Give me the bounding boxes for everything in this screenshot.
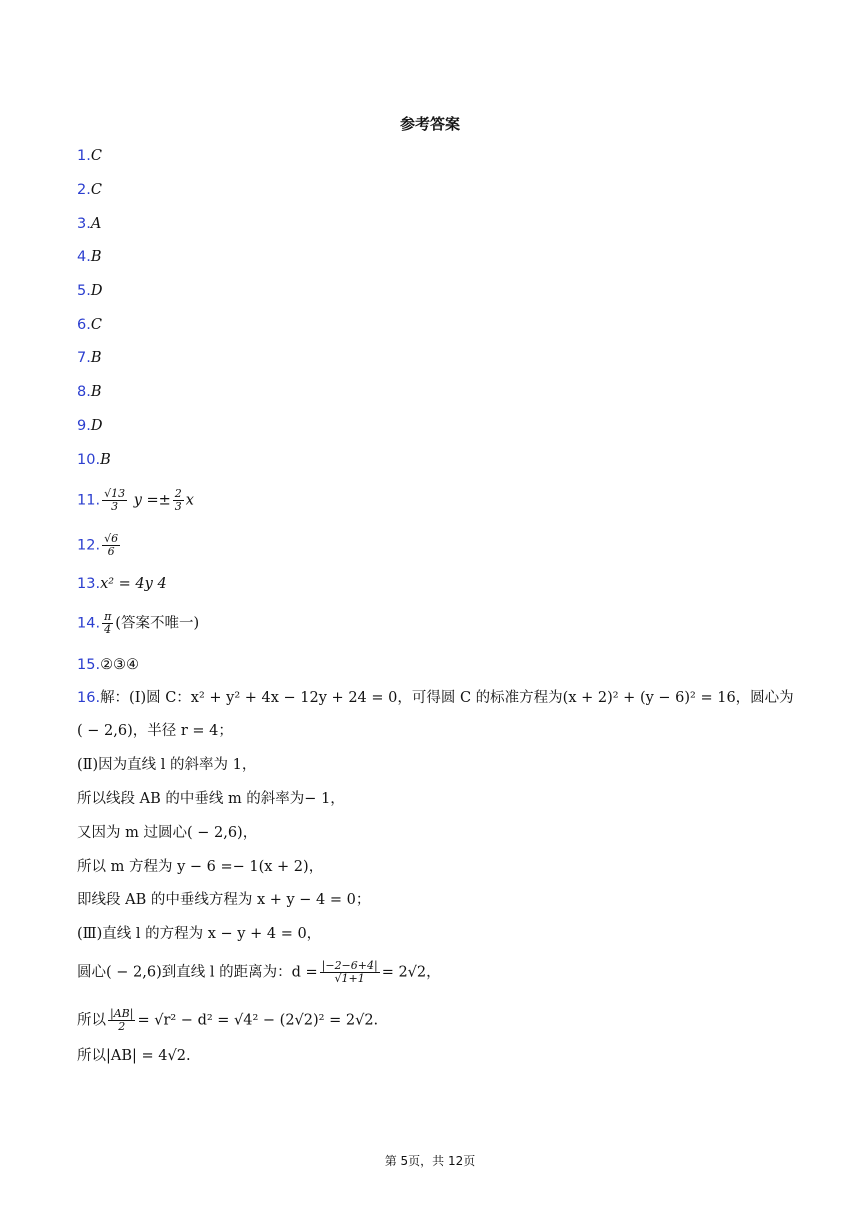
answer-row [77,450,111,470]
question-number: 6. [77,317,91,333]
fraction: $\frac{|-2-6+4|}{√1+1}$ [321,959,378,985]
answer-value: B [90,249,102,265]
solution-line: 所以 m 方程为 y − 6 =− 1(x + 2)， [77,859,324,875]
answer-row-11 [77,488,194,513]
distance-line [77,960,441,985]
question-number: 16. [77,690,101,706]
solution-text: 圆心( − 2,6)到直线 l 的距离为：d = [77,964,318,981]
answer-row-14 [77,611,199,636]
solution-line: 又因为 m 过圆心( − 2,6)， [77,825,258,841]
solution-line [77,688,794,708]
page-title: 参考答案 [399,115,460,133]
fraction: $\frac{|AB|}{2}$ [110,1007,134,1033]
question-number: 2. [77,182,91,198]
question-number: 8. [77,384,91,400]
answer-row-13 [77,574,167,594]
question-number: 7. [77,350,91,366]
solution-line: (Ⅲ)直线 l 的方程为 x − y + 4 = 0， [77,926,322,942]
answer-text: (答案不唯一) [115,615,200,632]
answer-row [77,146,102,166]
answer-value: B [100,452,111,468]
answer-value: C [90,148,102,164]
answer-row-12 [77,533,122,558]
answer-value: D [90,418,103,434]
answer-row [77,416,102,436]
solution-text: = √r² − d² = √4² − (2√2)² = 2√2. [137,1012,379,1029]
fraction: $\frac{√13}{3}$ [104,487,126,513]
question-number: 4. [77,249,91,265]
solution-line: 所以线段 AB 的中垂线 m 的斜率为− 1， [77,791,345,807]
answer-row [77,348,102,368]
solution-line: ( − 2,6)，半径 r = 4； [77,723,233,739]
question-number: 12. [77,537,101,554]
question-number: 5. [77,283,91,299]
solution-line: (Ⅱ)因为直线 l 的斜率为 1， [77,757,257,773]
solution-line: 即线段 AB 的中垂线方程为 x + y − 4 = 0； [77,892,371,908]
question-number: 9. [77,418,91,434]
question-number: 15. [77,657,101,673]
solution-text: 所以 [77,1012,106,1029]
answer-value: C [90,317,102,333]
answer-value: D [90,283,103,299]
answer-value: C [90,182,102,198]
solution-text: 解：(Ⅰ)圆 C：x² + y² + 4x − 12y + 24 = 0，可得圆 C 的标准方程为(x + 2)² + (y − 6)² = 16，圆心为 [100,690,794,706]
answer-row-15 [77,655,139,675]
answer-text: ②③④ [100,657,140,673]
question-number: 3. [77,216,91,232]
solution-text: = 2√2， [381,964,441,981]
fraction: $\frac{2}{3}$ [174,487,182,513]
question-number: 13. [77,576,101,592]
answer-text: y =± [133,492,171,509]
answer-text: x [185,492,194,509]
answer-row [77,214,101,234]
answer-value: B [90,350,102,366]
fraction: $\frac{√6}{6}$ [104,532,119,558]
question-number: 1. [77,148,91,164]
answer-row [77,315,102,335]
answer-row [77,247,102,267]
answer-text: x² = 4y 4 [100,576,167,592]
answer-row [77,281,102,301]
page-footer: 第 5页，共 12页 [384,1154,476,1168]
answer-row [77,180,102,200]
answer-row [77,382,102,402]
fraction: $\frac{\pi}{4}$ [104,610,112,636]
answer-value: A [90,216,102,232]
question-number: 11. [77,492,101,509]
answer-value: B [90,384,102,400]
question-number: 10. [77,452,101,468]
solution-line: 所以|AB| = 4√2. [77,1048,191,1064]
question-number: 14. [77,615,101,632]
half-chord-line [77,1008,378,1033]
